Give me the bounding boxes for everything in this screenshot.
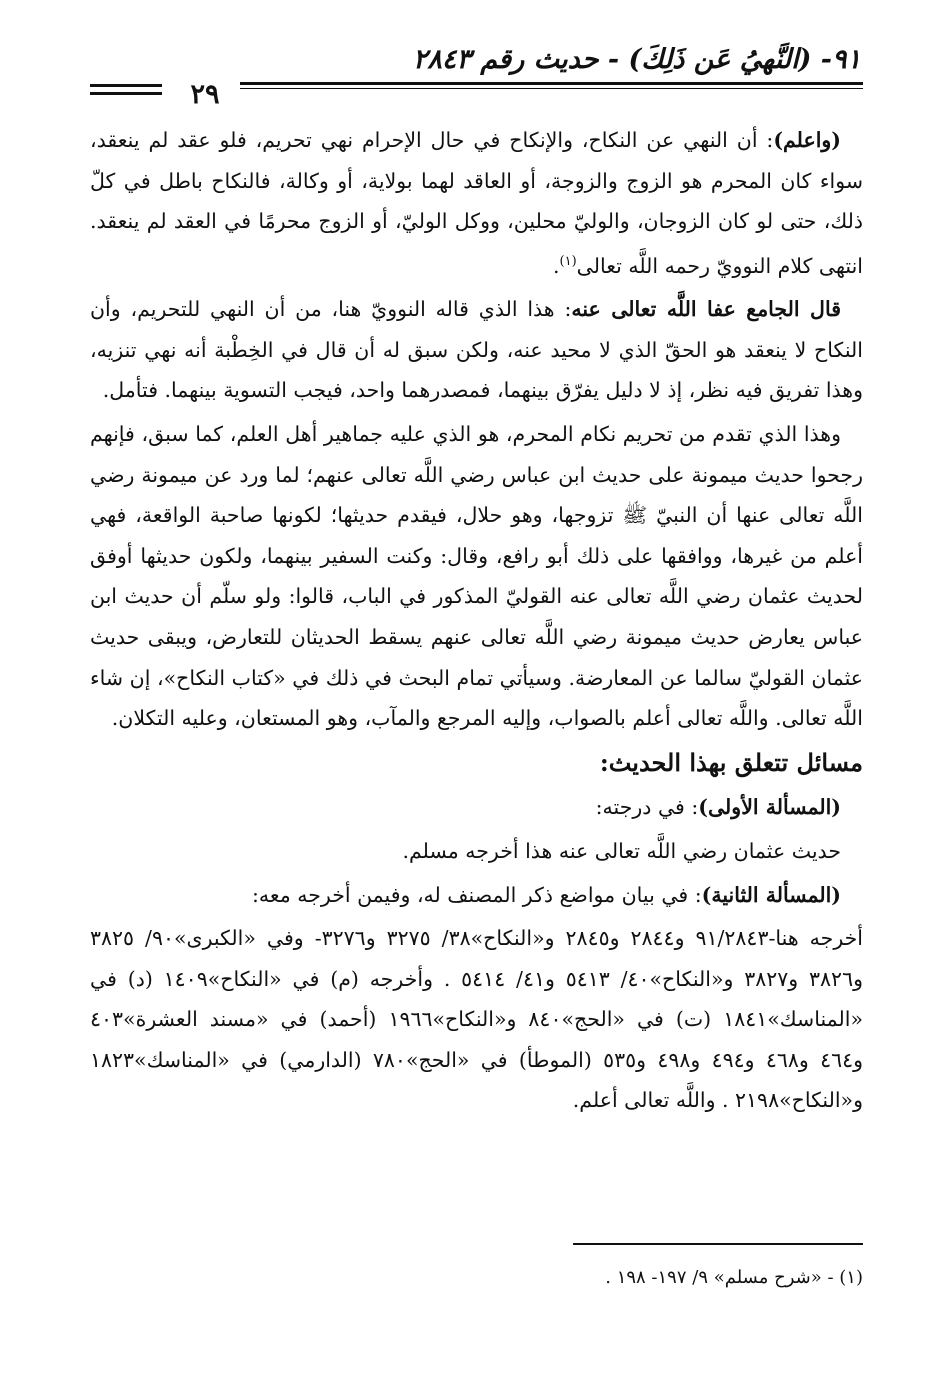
footnote: (١) - «شرح مسلم» ٩/ ١٩٧- ١٩٨ .	[605, 1267, 863, 1288]
footnote-rule	[573, 1243, 863, 1245]
paragraph	[90, 289, 863, 411]
footnote-ref: (١)	[559, 253, 577, 269]
running-title: ٩١- (النَّهيُ عَن ذَلِكَ) - حديث رقم ٢٨٤٣	[412, 44, 861, 75]
issue-text: : في درجته:	[595, 795, 699, 820]
issue-label: (المسألة الأولى)	[698, 795, 841, 820]
issue-heading	[90, 787, 863, 828]
issue-content: حديث عثمان رضي اللَّه تعالى عنه هذا أخرجه مسلم.	[402, 838, 841, 863]
paragraph-text: : هذا الذي قاله النوويّ هنا، من أن النهي للتحريم، وأن النكاح لا ينعقد هو الحقّ الذي لا محيد عنه، ولكن سبق له أن قال في الخِطْبة أنه نهي تنزيه، وهذا تفريق فيه نظر، إذ لا دليل يفرّق بينهما، فمصدرهما واحد، فيجب التسوية بينهما. فتأمل.	[90, 297, 863, 403]
issue-content: أخرجه هنا-٩١/٢٨٤٣ و٢٨٤٤ و٢٨٤٥ و«النكاح»٣٨/ ٣٢٧٥ و٣٢٧٦- وفي «الكبرى»٩٠/ ٣٨٢٥ و٣٨٢٦ و٣٨٢٧ و«النكاح»٤٠/ ٥٤١٣ و٤١/ ٥٤١٤ . وأخرجه (م) في «النكاح»١٤٠٩ (د) في «المناسك»١٨٤١ (ت) في «الحج»٨٤٠ و«النكاح»١٩٦٦ (أحمد) في «مسند العشرة»٤٠٣ و٤٦٤ و٤٦٨ و٤٩٤ و٤٩٨ و٥٣٥ (الموطأ) في «الحج»٧٨٠ (الدارمي) في «المناسك»١٨٢٣ و«النكاح»٢١٩٨ . واللَّه تعالى أعلم.	[90, 926, 864, 1113]
page-number: ٢٩	[190, 79, 220, 110]
page-number-rules	[90, 84, 162, 100]
paragraph-lead: قال الجامع عفا اللَّه تعالى عنه	[571, 297, 841, 322]
issue-heading	[90, 875, 863, 916]
paragraph-tail: .	[552, 253, 560, 278]
paragraph-lead: (واعلم)	[773, 128, 841, 152]
main-text	[90, 120, 863, 1124]
issue-text: : في بيان مواضع ذكر المصنف له، وفيمن أخرجه معه:	[251, 882, 702, 907]
section-heading: مسائل تتعلق بهذا الحديث:	[599, 747, 863, 777]
issue-label: (المسألة الثانية)	[701, 882, 841, 907]
paragraph	[90, 120, 863, 286]
paragraph-text: : أن النهي عن النكاح، والإنكاح في حال الإحرام نهي تحريم، فلو عقد لم ينعقد، سواء كان المحرم هو الزوج والزوجة، أو العاقد لهما بولاية، أو وكالة، فالنكاح باطل في كلّ ذلك، حتى لو كان الزوجان، والوليّ محلين، ووكل الوليّ، أو الزوج محرمًا في العقد لم ينعقد. انتهى كلام النوويّ رحمه اللَّه تعالى	[90, 128, 863, 278]
paragraph-text: وهذا الذي تقدم من تحريم نكام المحرم، هو الذي عليه جماهير أهل العلم، كما سبق، فإنهم رجحوا حديث ميمونة على حديث ابن عباس رضي اللَّه تعالى عنهم؛ لما ورد عن ميمونة رضي اللَّه تعالى عنها أن النبيّ ﷺ تزوجها، وهو حلال، فيقدم حديثها؛ لكونها صاحبة الواقعة، فهي أعلم من غيرها، ووافقها على ذلك أبو رافع، وقال: وكنت السفير بينهما، ولكون حديثها أوفق لحديث عثمان رضي اللَّه تعالى عنه القوليّ المذكور في الباب، قالوا: ولو سلّم أن حديث ابن عباس يعارض حديث ميمونة رضي اللَّه تعالى عنهم يسقط الحديثان للتعارض، ويبقى حديث عثمان القوليّ سالما عن المعارضة. وسيأتي تمام البحث في ذلك في «كتاب النكاح»، إن شاء اللَّه تعالى. واللَّه تعالى أعلم بالصواب، وإليه المرجع والمآب، وهو المستعان، وعليه التكلان.	[90, 421, 863, 731]
paragraph	[90, 414, 863, 739]
header-rule	[240, 82, 863, 89]
